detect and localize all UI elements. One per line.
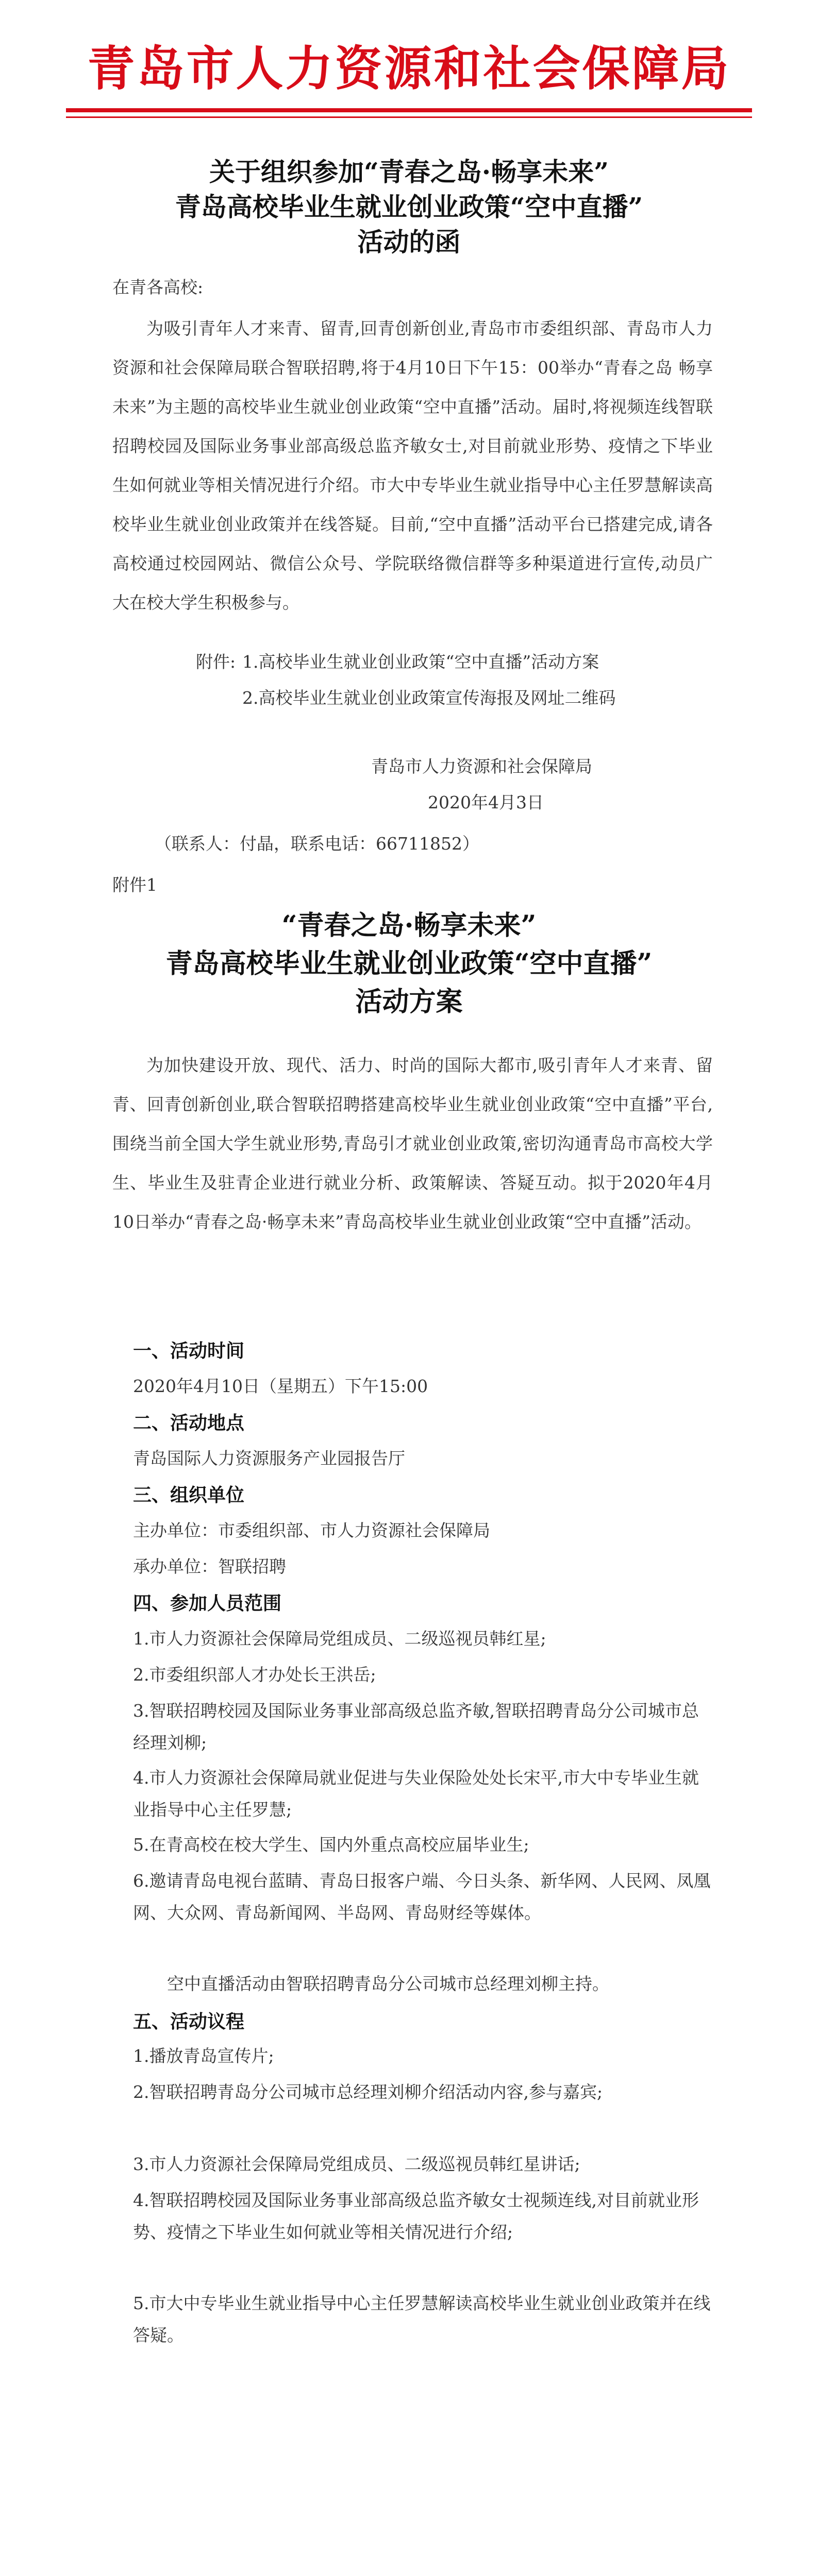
section-item: 3.智联招聘校园及国际业务事业部高级总监齐敏,智联招聘青岛分公司城市总经理刘柳; [133,1701,699,1753]
masthead-title: 青岛市人力资源和社会保障局 [87,41,731,96]
attachment1-title-line: 活动方案 [355,986,463,1018]
section-item: 1.市人力资源社会保障局党组成员、二级巡视员韩红星; [133,1629,546,1649]
section-heading: 四、参加人员范围 [133,1592,282,1614]
section-heading: 二、活动地点 [133,1412,245,1434]
section-item: 3.市人力资源社会保障局党组成员、二级巡视员韩红星讲话; [133,2154,580,2174]
salutation: 在青各高校: [112,277,204,297]
attachment1-intro: 为加快建设开放、现代、活力、时尚的国际大都市,吸引青年人才来青、留青、回青创新创业,联合智联招聘搭建高校毕业生就业创业政策“空中直播”平台,围绕当前全国大学生就业形势,青岛引才就业创业政策,密切沟通青岛市高校大学生、毕业生及驻青企业进行就业分析、政策解读、答疑互动。拟于2020年4月10日举办“青春之岛·畅享未来”青岛高校毕业生就业创业政策“空中直播”活动。 [112,1055,713,1232]
attachment-item: 1.高校毕业生就业创业政策“空中直播”活动方案 [242,652,599,672]
section-item: 4.市人力资源社会保障局就业促进与失业保险处处长宋平,市大中专毕业生就业指导中心主任罗慧; [133,1768,699,1820]
letter-body: 为吸引青年人才来青、留青,回青创新创业,青岛市市委组织部、青岛市人力资源和社会保障局联合智联招聘,将于4月10日下午15：00举办“青春之岛 畅享未来”为主题的高校毕业生就业创业政策“空中直播”活动。届时,将视频连线智联招聘校园及国际业务事业部高级总监齐敏女士,对目前就业形势、疫情之下毕业生如何就业等相关情况进行介绍。市大中专毕业生就业指导中心主任罗慧解读高校毕业生就业创业政策并在线答疑。目前,“空中直播”活动平台已搭建完成,请各高校通过校园网站、微信公众号、学院联络微信群等多种渠道进行宣传,动员广大在校大学生积极参与。 [112,318,713,613]
section-item: 5.市大中专毕业生就业指导中心主任罗慧解读高校毕业生就业创业政策并在线答疑。 [133,2293,711,2345]
section-item: 主办单位：市委组织部、市人力资源社会保障局 [133,1520,490,1540]
section-heading: 一、活动时间 [133,1340,245,1362]
attachment1-title-line: “青春之岛·畅享未来” [281,910,537,941]
section-item: 1.播放青岛宣传片; [133,2046,274,2066]
masthead-rule-thin [66,116,752,118]
section-item: 2.市委组织部人才办处长王洪岳; [133,1665,376,1685]
attachment-item: 2.高校毕业生就业创业政策宣传海报及网址二维码 [242,688,616,708]
signature-org: 青岛市人力资源和社会保障局 [371,756,592,776]
attachment1-title-line: 青岛高校毕业生就业创业政策“空中直播” [165,948,653,979]
section-item: 2.智联招聘青岛分公司城市总经理刘柳介绍活动内容,参与嘉宾; [133,2082,603,2102]
section-item: 6.邀请青岛电视台蓝睛、青岛日报客户端、今日头条、新华网、人民网、凤凰网、大众网、青岛新闻网、半岛网、青岛财经等媒体。 [133,1871,711,1923]
section-item: 5.在青高校在校大学生、国内外重点高校应届毕业生; [133,1835,529,1855]
section-heading: 五、活动议程 [133,2011,245,2032]
section-item: 2020年4月10日（星期五）下午15:00 [133,1376,428,1396]
masthead-rule-thick [66,108,752,112]
letter-title [62,155,756,260]
letter-title-line: 活动的函 [357,227,461,257]
section-item: 空中直播活动由智联招聘青岛分公司城市总经理刘柳主持。 [167,1974,609,1994]
attachments-label: 附件: [196,652,236,672]
signature-date: 2020年4月3日 [428,792,544,812]
section-item: 青岛国际人力资源服务产业园报告厅 [133,1448,405,1468]
section-heading: 三、组织单位 [133,1484,245,1506]
attachment1-title [62,907,756,1021]
attachment1-label: 附件1 [112,875,157,895]
contact-info: （联系人：付晶，联系电话：66711852） [155,834,479,854]
letter-title-line: 关于组织参加“青春之岛·畅享未来” [209,157,609,187]
section-item: 承办单位：智联招聘 [133,1556,286,1577]
letter-title-line: 青岛高校毕业生就业创业政策“空中直播” [175,192,643,222]
section-item: 4.智联招聘校园及国际业务事业部高级总监齐敏女士视频连线,对目前就业形势、疫情之下毕业生如何就业等相关情况进行介绍; [133,2190,699,2242]
